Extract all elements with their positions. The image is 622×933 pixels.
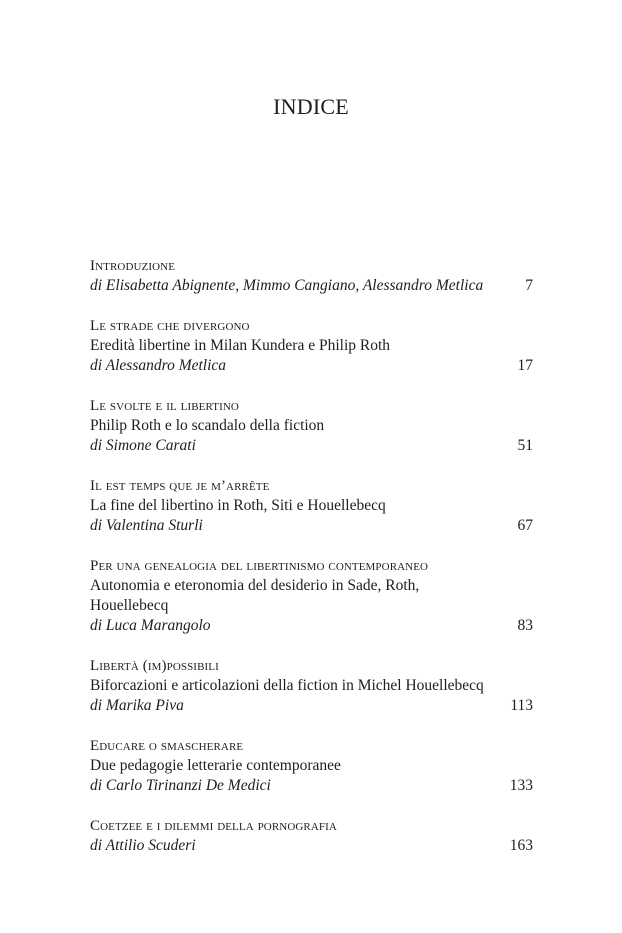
toc-entry-genealogia[interactable] — [90, 556, 533, 636]
section-title: Le svolte e il libertino — [90, 398, 239, 414]
toc-entry-temps[interactable] — [90, 476, 533, 536]
toc-entry-svolte[interactable] — [90, 396, 533, 456]
subtitle-line: Biforcazioni e articolazioni della fiction in Michel Houellebecq — [90, 677, 484, 694]
section-title: Educare o smascherare — [90, 738, 244, 754]
subtitle-line: Autonomia e eteronomia del desiderio in Sade, Roth, — [90, 577, 420, 594]
toc-entry-introduzione[interactable] — [90, 256, 533, 296]
subtitle-line: Houellebecq — [90, 597, 169, 614]
page-number: 67 — [517, 517, 533, 534]
author-line: di Elisabetta Abignente, Mimmo Cangiano, Alessandro Metlica — [90, 277, 484, 294]
section-title: Per una genealogia del libertinismo contemporaneo — [90, 558, 429, 574]
toc-entry-strade[interactable] — [90, 316, 533, 376]
subtitle-line: Philip Roth e lo scandalo della fiction — [90, 417, 325, 434]
toc-entry-educare[interactable] — [90, 736, 533, 796]
section-title: Libertà (im)possibili — [90, 658, 219, 674]
author-line: di Carlo Tirinanzi De Medici — [90, 777, 271, 794]
author-line: di Marika Piva — [90, 697, 184, 714]
subtitle-line: La fine del libertino in Roth, Siti e Houellebecq — [90, 497, 386, 514]
section-title: Il est temps que je m’arrête — [90, 478, 270, 494]
author-line: di Valentina Sturli — [90, 517, 203, 534]
page-number: 7 — [525, 277, 533, 294]
section-title: Coetzee e i dilemmi della pornografia — [90, 818, 337, 834]
author-line: di Luca Marangolo — [90, 617, 211, 634]
author-line: di Attilio Scuderi — [90, 837, 196, 854]
toc-entry-liberta[interactable] — [90, 656, 533, 716]
toc-entry-coetzee[interactable] — [90, 816, 533, 856]
page-number: 17 — [517, 357, 533, 374]
page-number: 51 — [517, 437, 533, 454]
page-title: INDICE — [273, 94, 349, 119]
page-number: 113 — [510, 697, 533, 714]
subtitle-line: Due pedagogie letterarie contemporanee — [90, 757, 341, 774]
page-number: 83 — [517, 617, 533, 634]
section-title: Le strade che divergono — [90, 318, 250, 334]
page-number: 133 — [509, 777, 533, 794]
page-number: 163 — [509, 837, 533, 854]
subtitle-line: Eredità libertine in Milan Kundera e Philip Roth — [90, 337, 391, 354]
section-title: Introduzione — [90, 258, 176, 274]
author-line: di Alessandro Metlica — [90, 357, 227, 374]
author-line: di Simone Carati — [90, 437, 196, 454]
